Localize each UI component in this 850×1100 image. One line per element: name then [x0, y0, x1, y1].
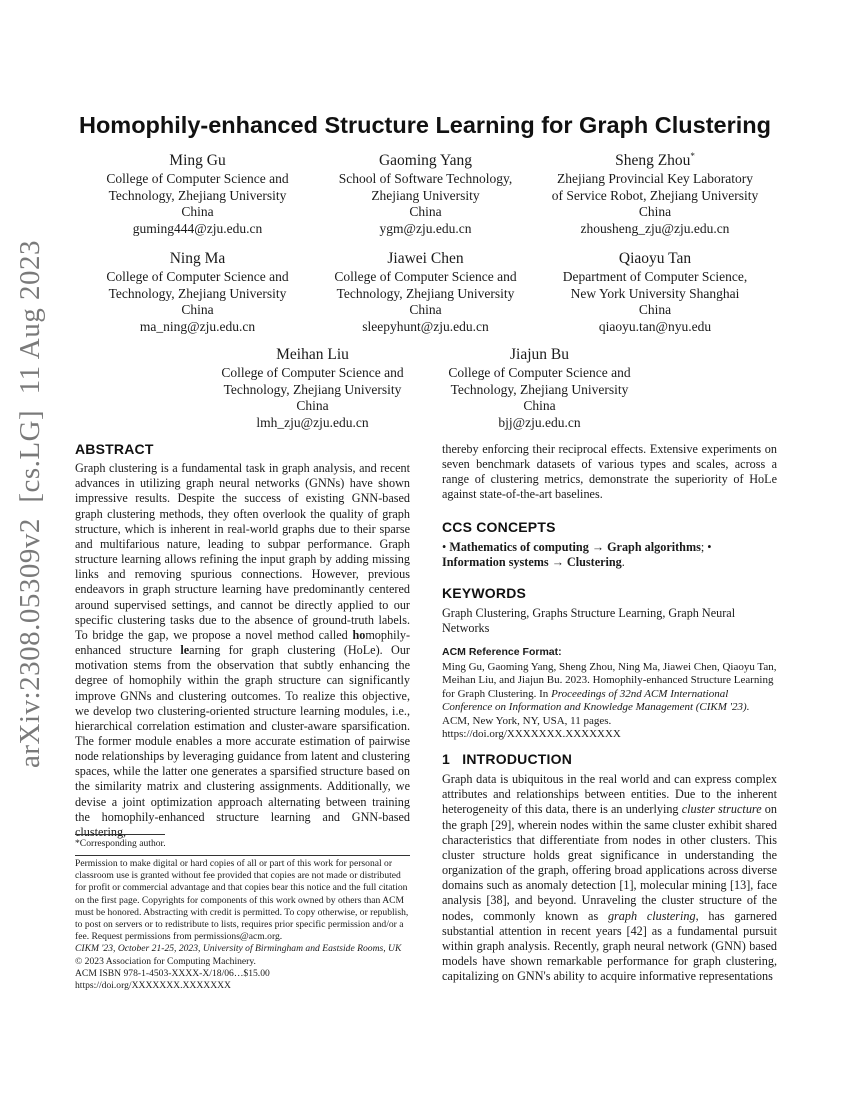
copyright-line: © 2023 Association for Computing Machinery. — [75, 955, 256, 967]
reference-format — [442, 646, 777, 742]
ccs-item: Information systems — [442, 555, 549, 570]
permission-rule — [75, 855, 410, 856]
author-block — [308, 152, 543, 237]
conference-info: CIKM '23, October 21-25, 2023, University of Birmingham and Eastside Rooms, UK — [75, 943, 402, 955]
author-affiliation: Zhejiang Provincial Key Laboratory — [556, 171, 754, 186]
author-affiliation: Technology, Zhejiang University — [223, 381, 402, 397]
intro-text: Graph data is ubiquitous in the real world and can express complex attributes and relationships between entities. Due to the inherent heterogeneity of this data, there is an underlying — [442, 772, 777, 817]
intro-text: , has garnered substantial attention in recent years [42] as a fundamental pursuit within graph analysis. Recently, graph neural network (GNN) based models have shown remarkable performance for graph clustering, capitalizing on GNN's ability to acquire informative representations — [442, 908, 777, 984]
author-country: China — [181, 302, 214, 318]
intro-italic: cluster structure — [681, 802, 762, 817]
author-email[interactable]: sleepyhunt@zju.edu.cn — [362, 318, 489, 334]
arxiv-identifier: arXiv:2308.05309v2 [cs.LG] 11 Aug 2023 — [14, 240, 46, 768]
arrow-icon: → — [551, 555, 564, 570]
author-block — [530, 152, 780, 237]
keywords-section — [442, 586, 777, 636]
section-number: 1 — [442, 751, 450, 767]
reference-citation-end: ACM, New York, NY, USA, 11 pages. https://doi.org/XXXXXXX.XXXXXXX — [442, 714, 621, 740]
author-email[interactable]: zhousheng_zju@zju.edu.cn — [580, 220, 730, 236]
bullet-icon: • — [442, 540, 447, 555]
ccs-item: Mathematics of computing — [449, 540, 589, 555]
author-name: Jiawei Chen — [387, 250, 464, 267]
arrow-icon: → — [591, 540, 605, 555]
abstract-continued: thereby enforcing their reciprocal effects. Extensive experiments on seven benchmark datasets of various types and scales, across a range of clustering metrics, demonstrate the superiority of HoLe against state-of-the-art baselines. — [442, 442, 777, 502]
author-email[interactable]: qiaoyu.tan@nyu.edu — [598, 318, 712, 334]
author-affiliation: Zhejiang University — [371, 187, 480, 203]
permission-text: Permission to make digital or hard copies of all or part of this work for personal or classroom use is granted without fee provided that copies are not made or distributed for profit or commercial advantage and that copies bear this notice and the full citation on the first page. Copyrights for components of this work owned by others than ACM must be honored. Abstracting with credit is permitted. To copy otherwise, or republish, to post on servers or to redistribute to lists, requires prior specific permission and/or a fee. Request permissions from permissions@acm.org. — [75, 858, 409, 943]
author-name: Gaoming Yang — [378, 152, 472, 169]
author-email[interactable]: ma_ning@zju.edu.cn — [139, 318, 256, 334]
author-affiliation: College of Computer Science and — [106, 171, 289, 186]
paper-title: Homophily-enhanced Structure Learning for Graph Clustering — [78, 112, 771, 138]
abstract-heading: ABSTRACT — [75, 441, 154, 457]
reference-proceedings: Proceedings of 32nd ACM International Conference on Information and Knowledge Management (CIKM '23). — [442, 687, 750, 713]
author-affiliation: of Service Robot, Zhejiang University — [551, 187, 759, 203]
introduction-heading — [442, 752, 777, 767]
author-country: China — [523, 398, 556, 414]
author-affiliation: Technology, Zhejiang University — [108, 187, 287, 203]
author-country: China — [409, 302, 442, 318]
author-name — [530, 152, 780, 170]
ccs-heading: CCS CONCEPTS — [442, 519, 556, 535]
reference-citation: Ming Gu, Gaoming Yang, Sheng Zhou, Ning Ma, Jiawei Chen, Qiaoyu Tan, Meihan Liu, and Jiajun Bu. 2023. Homophily-enhanced Structure Learning for Graph Clustering. In — [442, 660, 777, 700]
keywords-text: Graph Clustering, Graphs Structure Learning, Graph Neural Networks — [442, 606, 736, 636]
corresponding-mark: * — [690, 150, 695, 161]
corresponding-footnote: *Corresponding author. — [75, 838, 166, 849]
permission-block — [75, 858, 410, 992]
author-affiliation: College of Computer Science and — [106, 269, 289, 284]
author-affiliation: Technology, Zhejiang University — [108, 285, 287, 301]
bullet-icon: • — [707, 540, 712, 555]
author-name: Jiajun Bu — [510, 346, 569, 363]
author-affiliation: School of Software Technology, — [338, 171, 513, 186]
author-name: Meihan Liu — [276, 346, 349, 363]
author-affiliation: Department of Computer Science, — [562, 269, 748, 284]
author-affiliation: Technology, Zhejiang University — [450, 381, 629, 397]
author-email[interactable]: guming444@zju.edu.cn — [132, 220, 263, 236]
author-affiliation: College of Computer Science and — [448, 365, 631, 380]
author-country: China — [638, 204, 672, 220]
author-block — [422, 346, 657, 431]
intro-italic: graph clustering — [607, 908, 696, 923]
abstract-body — [75, 461, 410, 840]
author-country: China — [638, 302, 672, 318]
keywords-heading: KEYWORDS — [442, 585, 527, 601]
author-affiliation: New York University Shanghai — [570, 285, 740, 301]
intro-text: on the graph [29], wherein nodes within the same cluster exhibit shared characteristics that differentiate from nodes in other clusters. This cluster structure holds great significance in understanding the organization of the graph, offering broad applications across diverse domains such as anomaly detection [1], molecular mining [13], face analysis [38], and beyond. Unraveling the cluster structure of the nodes, commonly known as — [442, 802, 777, 923]
abstract-text: mophily-enhanced structure — [75, 627, 410, 658]
author-country: China — [296, 398, 329, 414]
author-email[interactable]: ygm@zju.edu.cn — [379, 220, 472, 236]
abstract-emphasis: ho — [352, 627, 366, 642]
author-block — [80, 250, 315, 335]
abstract-text: arning for graph clustering (HoLe). Our motivation stems from the observation that subtly enhancing the degree of homophily within the graph structure can significantly improve GNNs and clustering outcomes. To realize this objective, we develop two clustering-oriented structure learning modules, i.e., hierarchical correlation estimation and cluster-aware sparsification. The former module enables a more accurate estimation of pairwise node relationships by leveraging guidance from latent and clustering spaces, while the latter one generates a sparsified structure based on the similarity matrix and clustering assignments. Additionally, we devise a joint optimization approach alternating between training the homophily-enhanced structure learning and GNN-based clustering, — [75, 643, 410, 839]
ccs-separator: ; — [700, 540, 705, 555]
author-affiliation: Technology, Zhejiang University — [336, 285, 515, 301]
author-affiliation: College of Computer Science and — [221, 365, 404, 380]
author-name: Qiaoyu Tan — [618, 250, 692, 267]
author-block — [80, 152, 315, 237]
ccs-body — [442, 540, 777, 570]
reference-text — [442, 661, 777, 742]
abstract-section — [75, 442, 410, 840]
author-block — [195, 346, 430, 431]
author-country: China — [181, 204, 214, 220]
introduction-section — [442, 752, 777, 984]
ccs-item: Clustering — [566, 555, 622, 570]
author-email[interactable]: lmh_zju@zju.edu.cn — [256, 414, 369, 430]
author-block — [308, 250, 543, 335]
footnote-rule — [75, 834, 165, 835]
ccs-item: Graph algorithms — [607, 540, 701, 555]
author-email[interactable]: bjj@zju.edu.cn — [498, 414, 581, 430]
doi-link[interactable]: https://doi.org/XXXXXXX.XXXXXXX — [75, 980, 231, 992]
author-name-text: Sheng Zhou — [615, 152, 691, 169]
abstract-text: Graph clustering is a fundamental task in graph analysis, and recent advances in utilizing graph neural networks (GNNs) have shown impressive results. Despite the success of existing GNN-based graph clustering methods, they often overlook the quality of graph structure, which is inherent in real-world graphs due to their sparse and multifarious nature, leading to subpar performance. Graph structure learning allows refining the input graph by adding missing links and removing spurious connections. However, previous endeavors in graph structure learning have predominantly centered around supervised settings, and cannot be directly applied to our specific clustering tasks due to the absence of ground-truth labels. To bridge the gap, we propose a novel method called — [75, 461, 410, 642]
author-country: China — [409, 204, 442, 220]
author-name: Ning Ma — [169, 250, 226, 267]
author-name: Ming Gu — [169, 152, 226, 169]
abstract-emphasis: le — [180, 643, 190, 658]
author-affiliation: College of Computer Science and — [334, 269, 517, 284]
author-block — [530, 250, 780, 335]
ccs-section — [442, 520, 777, 570]
introduction-body — [442, 772, 777, 984]
isbn-line: ACM ISBN 978-1-4503-XXXX-X/18/06…$15.00 — [75, 967, 270, 979]
reference-heading: ACM Reference Format: — [442, 646, 562, 658]
section-title: INTRODUCTION — [462, 751, 573, 767]
ccs-end: . — [621, 555, 625, 570]
